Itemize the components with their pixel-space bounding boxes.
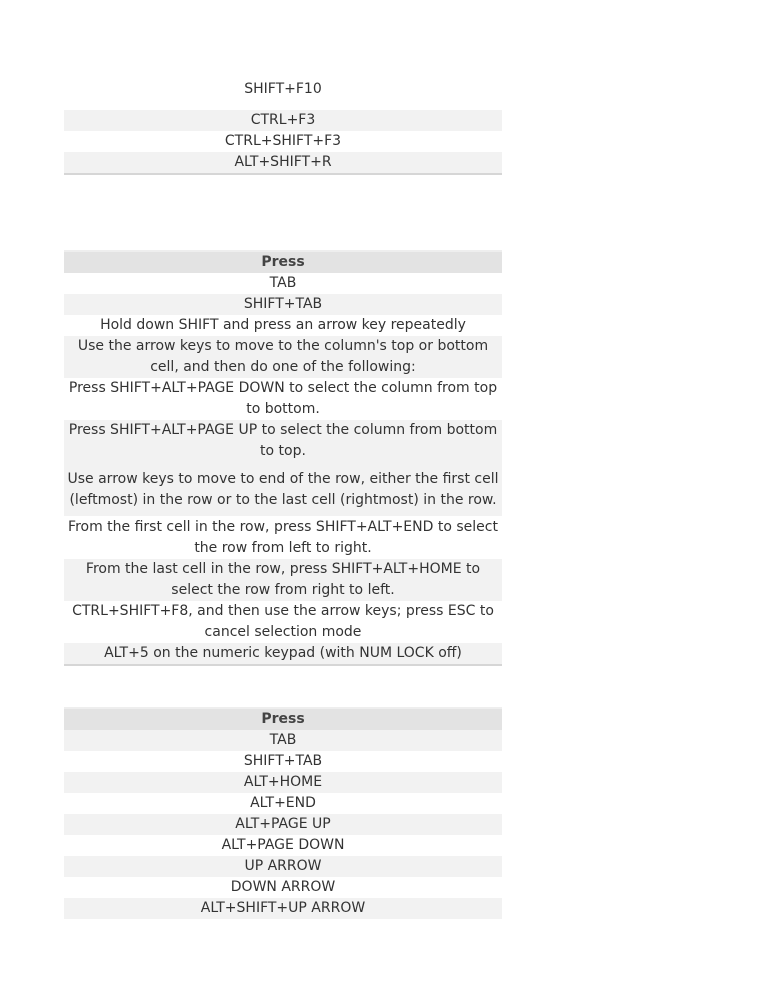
table-row: Hold down SHIFT and press an arrow key repeatedly	[100, 317, 466, 333]
table-row: Use the arrow keys to move to the column's top or bottom cell, and then do one of the following:	[64, 336, 502, 378]
table-row: SHIFT+TAB	[64, 294, 502, 315]
table-row: ALT+END	[250, 795, 316, 811]
intro-shortcut: SHIFT+F10	[244, 81, 322, 97]
shortcut-table-2	[64, 250, 502, 666]
table-row: From the last cell in the row, press SHIFT+ALT+HOME to select the row from right to left.	[64, 559, 502, 601]
table-bottom-rule	[64, 173, 502, 175]
table-row: CTRL+SHIFT+F8, and then use the arrow keys; press ESC to cancel selection mode	[72, 603, 494, 640]
table-bottom-rule	[64, 664, 502, 666]
table-row: ALT+PAGE UP	[64, 814, 502, 835]
table-row: From the first cell in the row, press SHIFT+ALT+END to select the row from left to right.	[68, 519, 498, 556]
table-row: SHIFT+TAB	[243, 753, 323, 769]
table-row: ALT+5 on the numeric keypad (with NUM LOCK off)	[64, 643, 502, 664]
table-row: ALT+SHIFT+UP ARROW	[64, 898, 502, 919]
table-row: ALT+HOME	[64, 772, 502, 793]
table-row: TAB	[64, 730, 502, 751]
table-row: ALT+SHIFT+R	[64, 152, 502, 173]
table-row: DOWN ARROW	[230, 879, 336, 895]
table-row: ALT+PAGE DOWN	[221, 837, 345, 853]
table-row: Use arrow keys to move to end of the row, either the first cell (leftmost) in the row or to the last cell (rightmost) in the row.	[64, 464, 502, 516]
shortcut-table-1	[64, 110, 502, 175]
table-row: UP ARROW	[64, 856, 502, 877]
table-row: CTRL+SHIFT+F3	[224, 133, 342, 149]
column-header-press: Press	[64, 709, 502, 730]
table-row: CTRL+F3	[64, 110, 502, 131]
table-row: Press SHIFT+ALT+PAGE DOWN to select the column from top to bottom.	[68, 380, 498, 417]
table-row: TAB	[269, 275, 297, 291]
column-header-press: Press	[64, 252, 502, 273]
table-row: Press SHIFT+ALT+PAGE UP to select the column from bottom to top.	[64, 420, 502, 464]
shortcut-table-3	[64, 707, 502, 919]
